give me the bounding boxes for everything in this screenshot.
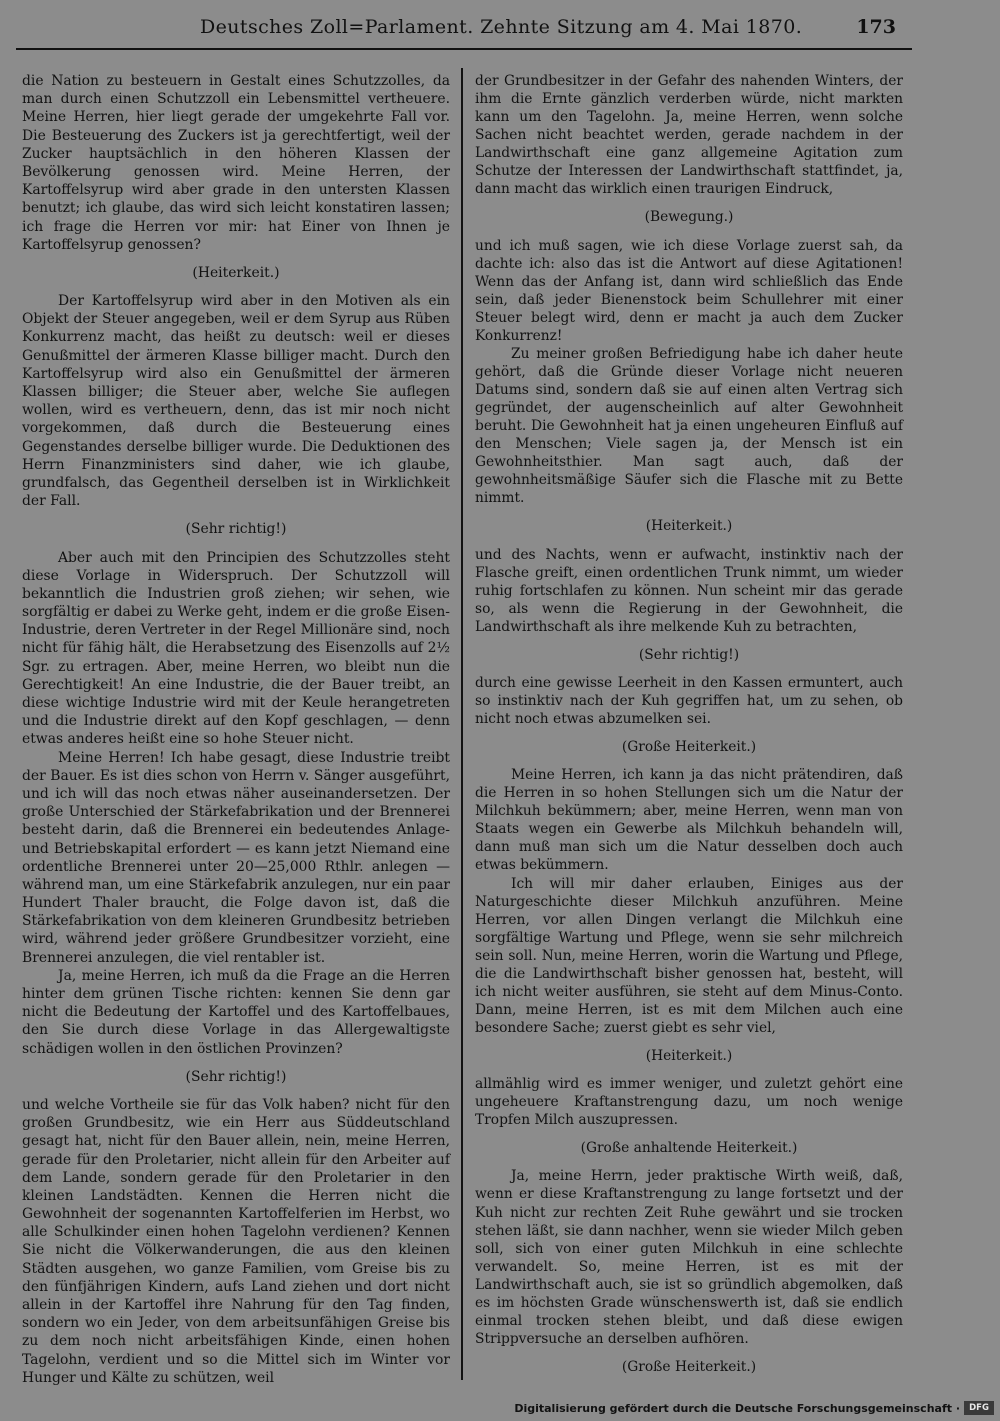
speech-paragraph: Aber auch mit den Principien des Schutzzolles steht diese Vorlage in Widerspruch. Der Schutzzoll will bekanntlich die Industrien groß ziehen; wir sehen, wie sorgfältig er dabei zu Werke geht, indem er die große Eisen-Industrie, deren Vertreter in der Regel Millionäre sind, noch nicht für fähig hält, die Herabsetzung des Eisenzolls auf 2½ Sgr. zu ertragen. Aber, meine Herren, wo bleibt nun die Gerechtigkeit! An eine Industrie, die der Bauer treibt, an diese wichtige Industrie wird mit der Keule herangetreten und die Industrie direkt auf den Kopf geschlagen, — denn etwas anderes heißt eine so hohe Steuer nicht. [22, 549, 450, 748]
speech-paragraph: durch eine gewisse Leerheit in den Kassen ermuntert, auch so instinktiv nach der Kuh gegriffen hat, um zu sehen, ob nicht noch etwas abzumelken sei. [475, 674, 903, 727]
speech-paragraph: die Nation zu besteuern in Gestalt eines Schutzzolles, da man durch einen Schutzzoll ein Lebensmittel vertheuere. Meine Herren, hier liegt gerade der umgekehrte Fall vor. Die Besteuerung des Zuckers ist ja gerechtfertigt, weil der Zucker hauptsächlich in den höheren Klassen der Bevölkerung genossen wird. Meine Herren, der Kartoffelsyrup wird aber grade in den untersten Klassen benutzt; ich glaube, das wird sich leicht konstatiren lassen; ich frage die Herren vor mir: hat Einer von Ihnen je Kartoffelsyrup genossen? [22, 73, 450, 253]
speech-paragraph: Der Kartoffelsyrup wird aber in den Motiven als ein Objekt der Steuer angegeben, weil er dem Syrup aus Rüben Konkurrenz macht, das heißt zu deutsch: weil er dieses Genußmittel der ärmeren Klasse billiger macht. Durch den Kartoffelsyrup wird also ein Genußmittel der ärmeren Klassen billiger; die Steuer aber, welche Sie auflegen wollen, wird es vertheuern, denn, das ist mir noch nicht vorgekommen, daß durch die Besteuerung eines Gegenstandes derselbe billiger wurde. Die Deduktionen des Herrn Finanzministers sind daher, wie ich glaube, grundfalsch, das Gegentheil derselben ist in Wirklichkeit der Fall. [22, 293, 450, 510]
speech-paragraph: und welche Vortheile sie für das Volk haben? nicht für den großen Grundbesitz, wie ein Herr aus Süddeutschland gesagt hat, nicht für den Bauer allein, nein, meine Herren, gerade für den Proletarier, nicht allein für den Arbeiter auf dem Lande, sondern gerade für den Proletarier in den kleinen Landstädten. Kennen die Herren nicht die Gewohnheit der sogenannten Kartoffelferien im Herbst, wo alle Schulkinder einen hohen Tagelohn verdienen? Kennen Sie nicht die Völkerwanderungen, die aus den kleinen Städten ausgehen, wo ganze Familien, vom Greise bis zu den fünfjährigen Kindern, aufs Land ziehen und dort nicht allein in der Kartoffel ihre Nahrung für den Tag finden, sondern wo ein Jeder, von dem arbeitsunfähigen Greise bis zu dem noch nicht arbeitsfähigen Kinde, einen hohen Tagelohn, verdient und so die Mittel sich im Winter vor Hunger und Kälte zu schützen, weil [22, 1096, 450, 1386]
page-header [0, 16, 1000, 46]
dfg-logo: DFG [964, 1401, 994, 1415]
speech-paragraph: allmählig wird es immer weniger, und zuletzt gehört eine ungeheuere Kraftanstrengung dazu, um noch wenige Tropfen Milch auszupressen. [475, 1076, 903, 1129]
stage-direction: (Große Heiterkeit.) [621, 1359, 757, 1375]
stage-direction: (Sehr richtig!) [185, 521, 287, 538]
page-title: Deutsches Zoll=Parlament. Zehnte Sitzung am 4. Mai 1870. [200, 16, 803, 38]
stage-direction: (Bewegung.) [644, 209, 734, 226]
right-column [475, 72, 903, 1386]
stage-direction: (Große anhaltende Heiterkeit.) [580, 1140, 798, 1157]
stage-direction: (Heiterkeit.) [192, 264, 280, 281]
left-column [22, 72, 450, 1387]
speech-paragraph: Meine Herren! Ich habe gesagt, diese Industrie treibt der Bauer. Es ist dies schon von Herrn v. Sänger ausgeführt, und ich will das noch etwas näher auseinandersetzen. Der große Unterschied der Stärkefabrikation und der Brennerei besteht darin, daß die Brennerei ein bedeutendes Anlage- und Betriebskapital erfordert — es kann jetzt Niemand eine ordentliche Brennerei unter 20—25,000 Rthlr. anlegen — während man, um eine Stärkefabrik anzulegen, nur ein paar Hundert Thaler braucht, die Folge davon ist, daß die Stärkefabrikation von dem kleineren Grundbesitz betrieben wird, während jeder größere Grundbesitzer vorzieht, eine Brennerei anzulegen, die viel rentabler ist. [22, 749, 450, 966]
stage-direction: (Sehr richtig!) [185, 1068, 287, 1085]
stage-direction: (Heiterkeit.) [645, 1048, 733, 1065]
speech-paragraph: Ja, meine Herren, ich muß da die Frage an die Herren hinter dem grünen Tische richten: kennen Sie denn gar nicht die Bedeutung der Kartoffel und des Kartoffelbaues, den Sie durch diese Vorlage in das Allergewaltigste schädigen wollen in den östlichen Provinzen? [22, 967, 450, 1057]
speech-paragraph: und ich muß sagen, wie ich diese Vorlage zuerst sah, da dachte ich: also das ist die Antwort auf diese Agitationen! Wenn das der Anfang ist, dann wird schließlich das Ende sein, daß jeder Bienenstock beim Schullehrer mit einer Steuer belegt wird, denn er macht ja auch dem Zucker Konkurrenz! [475, 237, 903, 344]
stage-direction: (Sehr richtig!) [638, 646, 740, 663]
speech-paragraph: Ich will mir daher erlauben, Einiges aus der Naturgeschichte dieser Milchkuh anzuführen. Meine Herren, vor allen Dingen verlangt die Milchkuh eine sorgfältige Wartung und Pflege, wenn sie sehr milchreich sein soll. Nun, meine Herren, worin die Wartung und Pflege, die die Landwirthschaft bisher genossen hat, besteht, will ich nicht weiter ausführen, sie steht auf dem Minus-Conto. Dann, meine Herren, ist es mit dem Milchen auch eine besondere Sache; zuerst giebt es sehr viel, [475, 875, 903, 1036]
speech-paragraph: Zu meiner großen Befriedigung habe ich daher heute gehört, daß die Gründe dieser Vorlage nicht neueren Datums sind, sondern daß sie auf einen alten Vertrag sich gegründet, der augenscheinlich auf alter Gewohnheit beruht. Die Gewohnheit hat ja einen ungeheuren Einfluß auf den Menschen; Viele sagen ja, der Mensch ist ein Gewohnheitsthier. Man sagt auch, daß der gewohnheitsmäßige Säufer sich die Flasche mit zu Bette nimmt. [475, 345, 903, 507]
page-number: 173 [856, 16, 896, 38]
speech-paragraph: der Grundbesitzer in der Gefahr des nahenden Winters, der ihm die Ernte gänzlich verderben würde, nicht markten kann um den Tagelohn. Ja, meine Herren, wenn solche Sachen nicht beachtet werden, gerade nachdem in der Landwirthschaft eine ganz allgemeine Agitation zum Schutze der Interessen der Landwirthschaft stattfindet, ja, dann macht das wirklich einen traurigen Eindruck, [475, 73, 903, 198]
speech-paragraph: und des Nachts, wenn er aufwacht, instinktiv nach der Flasche greift, einen ordentlichen Trunk nimmt, um wieder ruhig fortschlafen zu können. Nun scheint mir das gerade so, als wenn die Regierung in der Gewohnheit, die Landwirthschaft als ihre melkende Kuh zu betrachten, [475, 546, 903, 635]
footer-bar [0, 1398, 1000, 1421]
dfg-credit: Digitalisierung gefördert durch die Deutsche Forschungsgemeinschaft · [514, 1402, 960, 1415]
stage-direction: (Große Heiterkeit.) [621, 739, 757, 756]
stage-direction: (Heiterkeit.) [645, 518, 733, 535]
column-divider [461, 68, 463, 1380]
header-rule [16, 48, 912, 50]
speech-paragraph: Meine Herren, ich kann ja das nicht prätendiren, daß die Herren in so hohen Stellungen sich um die Natur der Milchkuh bekümmern; aber, meine Herren, wenn man von Staats wegen ein Gewerbe als Milchkuh behandeln will, dann muß man sich um die Natur desselben doch auch etwas bekümmern. [475, 767, 903, 874]
speech-paragraph: Ja, meine Herrn, jeder praktische Wirth weiß, daß, wenn er diese Kraftanstrengung zu lange fortsetzt und der Kuh nicht zur rechten Zeit Ruhe gewährt und sie trocken stehen läßt, sie dann nachher, wenn sie wieder Milch geben soll, sich von einer guten Milchkuh in eine schlechte verwandelt. So, meine Herren, ist es mit der Landwirthschaft auch, sie ist so gründlich abgemolken, daß es im höchsten Grade wünschenswerth ist, daß sie endlich einmal trocken stehen bleibt, und daß diese ewigen Strippversuche an derselben aufhören. [475, 1168, 903, 1347]
